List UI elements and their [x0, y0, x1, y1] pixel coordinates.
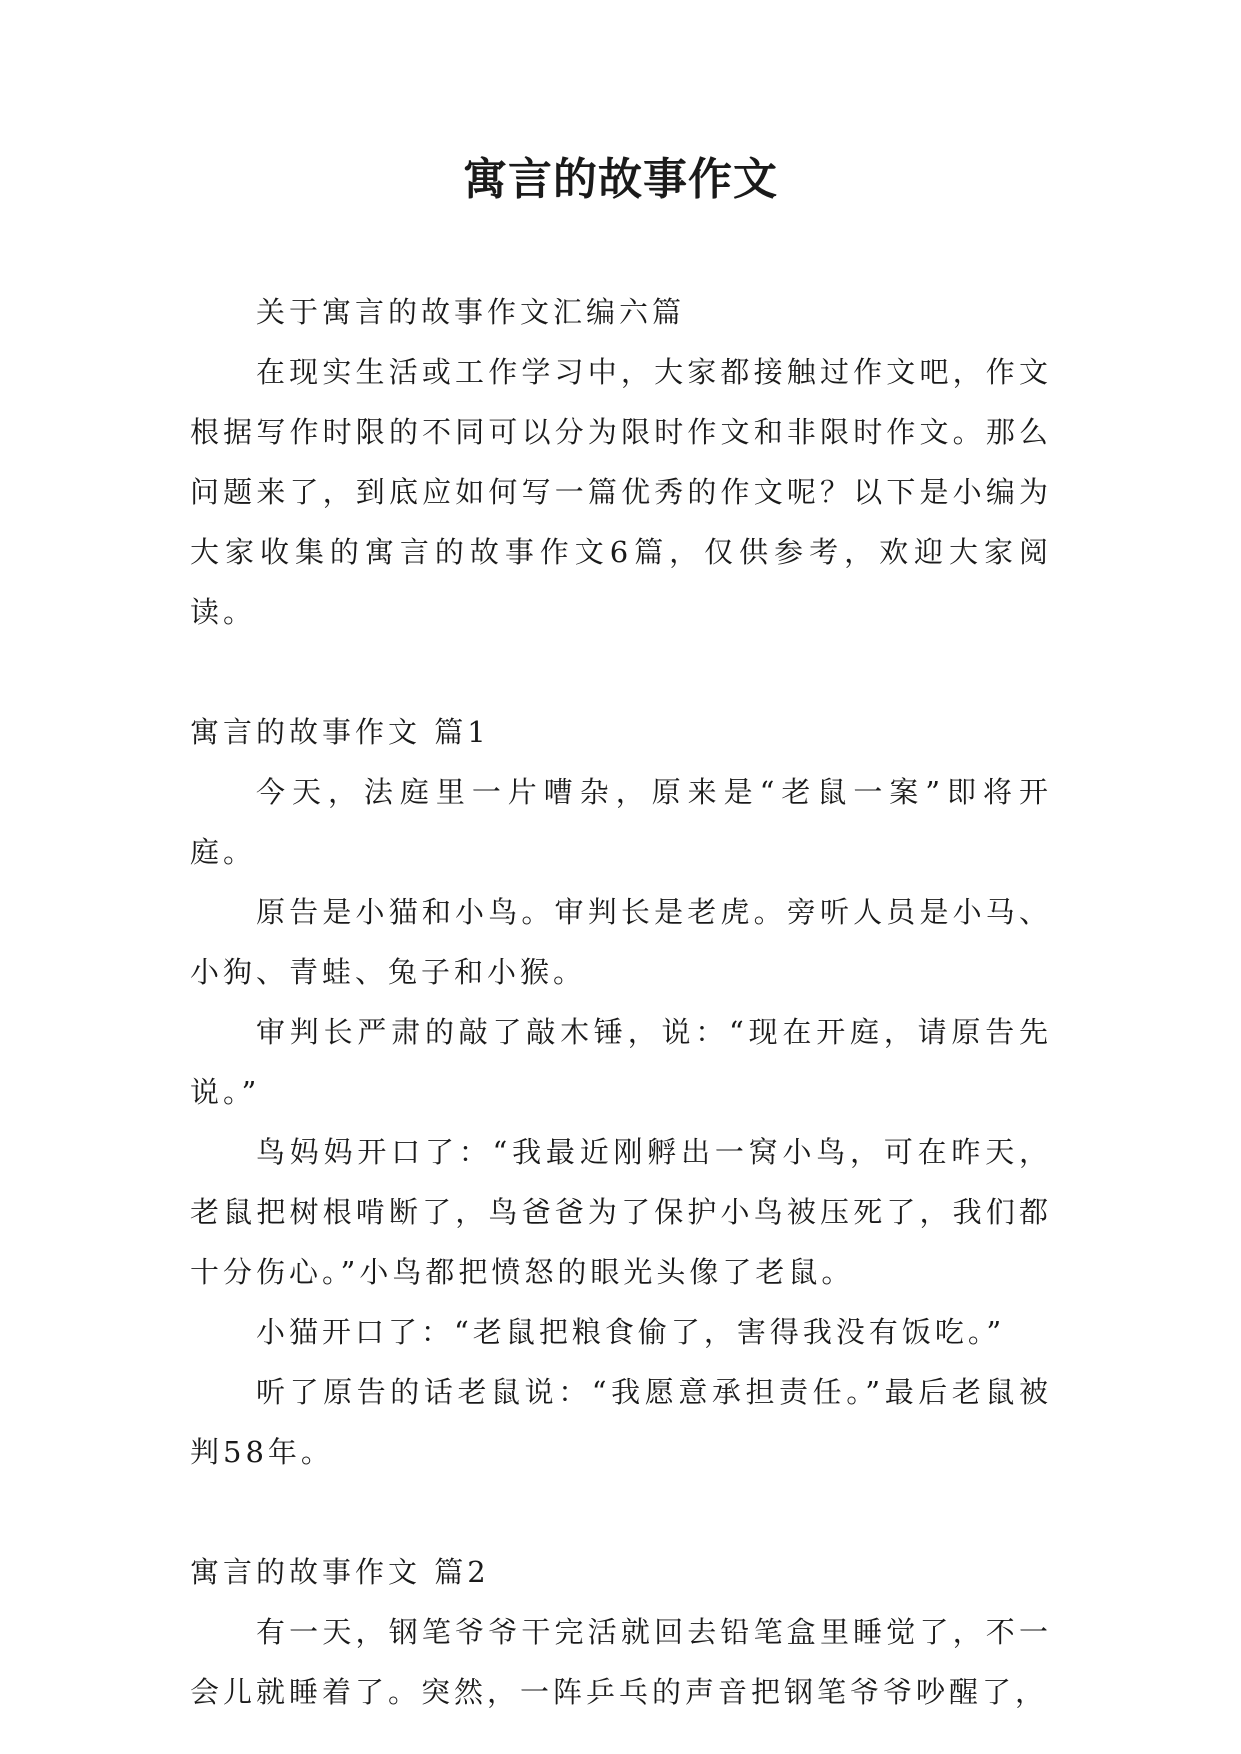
- document-title: 寓言的故事作文: [463, 154, 778, 205]
- intro-paragraph: 在现实生活或工作学习中，大家都接触过作文吧，作文根据写作时限的不同可以分为限时作文和非限时作文。那么问题来了，到底应如何写一篇优秀的作文呢？以下是小编为大家收集的寓言的故事作文6篇，仅供参考，欢迎大家阅读。: [190, 355, 1052, 629]
- section-1-paragraph: 小猫开口了：“老鼠把粮食偷了，害得我没有饭吃。”: [256, 1315, 1006, 1349]
- section-1-paragraph: 鸟妈妈开口了：“我最近刚孵出一窝小鸟，可在昨天，老鼠把树根啃断了，鸟爸爸为了保护小鸟被压死了，我们都十分伤心。”小鸟都把愤怒的眼光头像了老鼠。: [190, 1135, 1052, 1289]
- section-heading-2: 寓言的故事作文 篇2: [190, 1555, 490, 1589]
- section-spacer: [190, 642, 1052, 702]
- section-spacer: [190, 1482, 1052, 1542]
- section-1-paragraph: 审判长严肃的敲了敲木锤，说：“现在开庭，请原告先说。”: [190, 1015, 1052, 1109]
- section-1-paragraph: 原告是小猫和小鸟。审判长是老虎。旁听人员是小马、小狗、青蛙、兔子和小猴。: [190, 895, 1052, 989]
- document-body: [190, 282, 1052, 1722]
- section-heading-1: 寓言的故事作文 篇1: [190, 715, 490, 749]
- section-2-paragraph: 有一天，钢笔爷爷干完活就回去铅笔盒里睡觉了，不一会儿就睡着了。突然，一阵乒乓的声音把钢笔爷爷吵醒了，: [190, 1615, 1052, 1709]
- section-1-paragraph: 听了原告的话老鼠说：“我愿意承担责任。”最后老鼠被判58年。: [190, 1375, 1052, 1469]
- intro-subtitle: 关于寓言的故事作文汇编六篇: [256, 295, 686, 329]
- section-1-paragraph: 今天，法庭里一片嘈杂，原来是“老鼠一案”即将开庭。: [190, 775, 1052, 869]
